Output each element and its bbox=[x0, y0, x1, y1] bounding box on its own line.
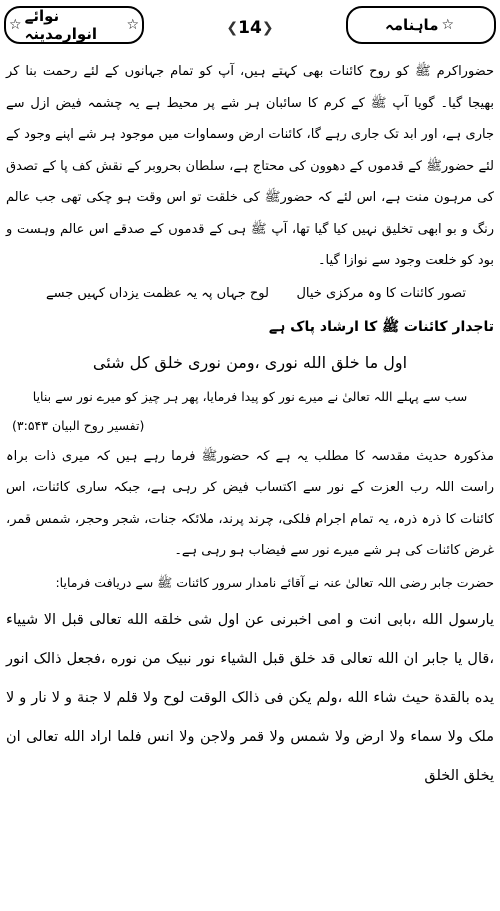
magazine-label-badge bbox=[346, 6, 496, 44]
page-number-value: 14 bbox=[238, 18, 262, 38]
paragraph: مذکورہ حدیث مقدسہ کا مطلب یہ ہے کہ حضورﷺ فرما رہے ہیں کہ میری ذات براہ راست اللہ رب العزت کے نور سے اکتساب فیض کر رہی ہے، جبکہ ساری کائنات، اس کائنات کا ذرہ ذرہ، یہ تمام اجرام فلکی، چرند پرند، ملائکہ جنات، شجر وحجر، شمس قمر، غرض کائنات کی ہر شے میرے نور سے فیضاب ہو رہی ہے۔ bbox=[6, 448, 494, 558]
article-body bbox=[6, 56, 494, 796]
section-heading: تاجدار کائنات ﷺ کا ارشاد پاک ہے bbox=[268, 318, 494, 335]
magazine-title: نوائے انوارمدینہ bbox=[24, 7, 98, 43]
arabic-hadith: اول ما خلق الله نوری ،ومن نوری خلق کل شئی bbox=[92, 352, 408, 372]
verse-line-left: لوح جہاں پہ یہ عظمت یزداں کہیں جسے bbox=[46, 286, 269, 301]
magazine-label: ماہنامہ bbox=[384, 16, 439, 34]
narrator-line: حضرت جابر رضی اللہ تعالیٰ عنہ نے آقائے نامدار سرور کائنات ﷺ سے دریافت فرمایا: bbox=[55, 574, 494, 590]
verse bbox=[6, 277, 494, 311]
magazine-title-badge bbox=[4, 6, 144, 44]
page-number bbox=[216, 16, 284, 40]
ornament-icon: ❯ bbox=[261, 20, 274, 36]
paragraph: حضوراکرم ﷺ کو روح کائنات بھی کہتے ہیں، آپ کو تمام جہانوں کے لئے رحمت بنا کر بھیجا گیا۔ گویا آپ ﷺ کے کرم کا سائبان ہر شے پر محیط ہے یہ چشمہ فیض ازل سے جاری ہے، اور ابد تک جاری رہے گا، کائنات ارض وسماوات میں موجود ہر شے اپنے وجود کے لئے حضورﷺ کے قدموں کے دھوون کی محتاج ہے، سلطان بحروبر کے نقش کف پا کے تصدق کی مرہون منت ہے، اس لئے کہ حضورﷺ کی خلقت تو اس وقت ہو چکی تھی جب عالم رنگ و بو ابھی تخلیق نہیں کیا گیا تھا، آپ ﷺ ہی کے قدموں کے صدقے اس عالم وہست و بود کو خلعت وجود سے نوازا گیا۔ bbox=[6, 64, 494, 268]
arabic-narration: یارسول الله ،بابی انت و امی اخبرنی عن اول شی خلقه الله تعالی قبل الا شییاء ،قال یا جابر ان الله تعالی قد خلق قبل الشیاء نور نبیک من نوره ،فجعل ذالک انور یده بالقدة حیث شاء الله ،ولم یکن فی ذالک الوقت لوح ولا قلم لا جنة و لا نار و لا ملک ولا سماء ولا ارض ولا شمس ولا قمر ولاجن ولا انس فلما اراد الله تعالی ان یخلق الخلق bbox=[6, 611, 494, 784]
hadith-translation: سب سے پہلے اللہ تعالیٰ نے میرے نور کو پیدا فرمایا، پھر ہر چیز کو میرے نور سے بنایا bbox=[32, 388, 468, 404]
verse-line-right: تصور کائنات کا وہ مرکزی خیال bbox=[296, 286, 466, 301]
star-icon: ☆ bbox=[9, 17, 22, 33]
page-header bbox=[0, 0, 500, 50]
star-icon: ☆ bbox=[441, 17, 455, 33]
reference-citation: (تفسیر روح البیان ۳:۵۴۳) bbox=[12, 417, 145, 433]
ornament-icon: ❮ bbox=[226, 20, 239, 36]
star-icon: ☆ bbox=[126, 17, 139, 33]
